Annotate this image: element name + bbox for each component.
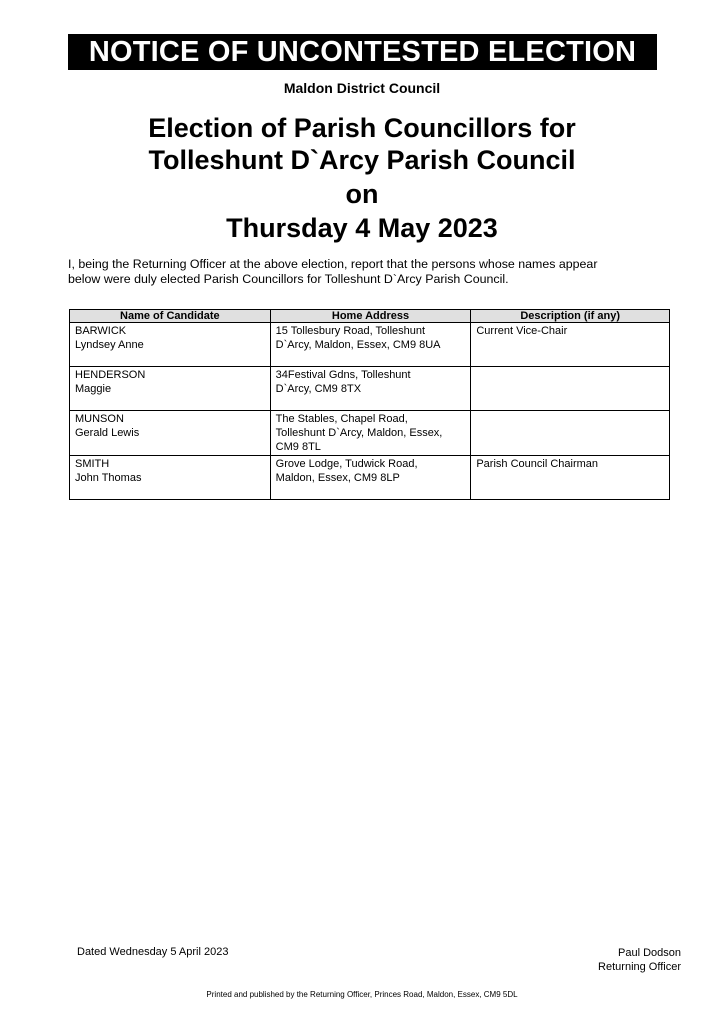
intro-statement	[68, 257, 658, 287]
address-line: Tolleshunt D`Arcy, Maldon, Essex,	[275, 427, 443, 439]
candidate-name-cell	[70, 456, 271, 500]
header-description: Description (if any)	[471, 310, 670, 323]
candidate-name-cell	[70, 411, 271, 456]
candidate-address-cell	[270, 367, 471, 411]
candidate-description-cell	[471, 367, 670, 411]
address-line: The Stables, Chapel Road,	[275, 413, 408, 425]
candidate-forenames: Gerald Lewis	[75, 427, 140, 439]
candidate-description-cell	[471, 456, 670, 500]
table-row	[70, 323, 670, 367]
address-line: D`Arcy, CM9 8TX	[275, 383, 362, 395]
elected-candidates-table	[69, 309, 670, 500]
candidate-name-cell	[70, 367, 271, 411]
candidate-description-cell	[471, 411, 670, 456]
election-date: Thursday 4 May 2023	[226, 213, 498, 243]
table-row	[70, 367, 670, 411]
address-line: CM9 8TL	[275, 441, 321, 453]
header-name-of-candidate: Name of Candidate	[70, 310, 271, 323]
returning-officer-name: Paul Dodson	[618, 947, 681, 959]
candidate-description: Current Vice-Chair	[476, 325, 568, 337]
notice-banner: NOTICE OF UNCONTESTED ELECTION	[68, 34, 657, 70]
table-row	[70, 411, 670, 456]
table-row	[70, 456, 670, 500]
candidate-description-cell	[471, 323, 670, 367]
election-title-line-1: Election of Parish Councillors for	[148, 113, 576, 143]
candidate-forenames: Lyndsey Anne	[75, 339, 144, 351]
candidate-forenames: Maggie	[75, 383, 112, 395]
candidate-forenames: John Thomas	[75, 472, 142, 484]
dated-line: Dated Wednesday 5 April 2023	[77, 946, 229, 958]
council-name: Maldon District Council	[283, 80, 441, 96]
table-header-row	[70, 310, 670, 323]
signature-block	[598, 946, 681, 974]
candidate-name-cell	[70, 323, 271, 367]
candidate-surname: SMITH	[75, 458, 110, 470]
returning-officer-title: Returning Officer	[598, 961, 681, 973]
candidate-address-cell	[270, 323, 471, 367]
candidate-address-cell	[270, 456, 471, 500]
candidate-description: Parish Council Chairman	[476, 458, 599, 470]
candidate-surname: HENDERSON	[75, 369, 146, 381]
candidate-surname: MUNSON	[75, 413, 124, 425]
intro-line-1: I, being the Returning Officer at the above election, report that the persons whose names appear	[68, 257, 598, 271]
candidate-surname: BARWICK	[75, 325, 127, 337]
election-title-line-3: on	[345, 179, 379, 209]
candidate-address-cell	[270, 411, 471, 456]
address-line: Maldon, Essex, CM9 8LP	[275, 472, 400, 484]
address-line: D`Arcy, Maldon, Essex, CM9 8UA	[275, 339, 441, 351]
intro-line-2: below were duly elected Parish Councillors for Tolleshunt D`Arcy Parish Council.	[68, 272, 509, 286]
header-home-address: Home Address	[270, 310, 471, 323]
address-line: 15 Tollesbury Road, Tolleshunt	[275, 325, 426, 337]
imprint-footer: Printed and published by the Returning Officer, Princes Road, Maldon, Essex, CM9 5DL	[206, 990, 518, 999]
election-title-line-2: Tolleshunt D`Arcy Parish Council	[148, 145, 576, 175]
address-line: Grove Lodge, Tudwick Road,	[275, 458, 418, 470]
address-line: 34Festival Gdns, Tolleshunt	[275, 369, 411, 381]
